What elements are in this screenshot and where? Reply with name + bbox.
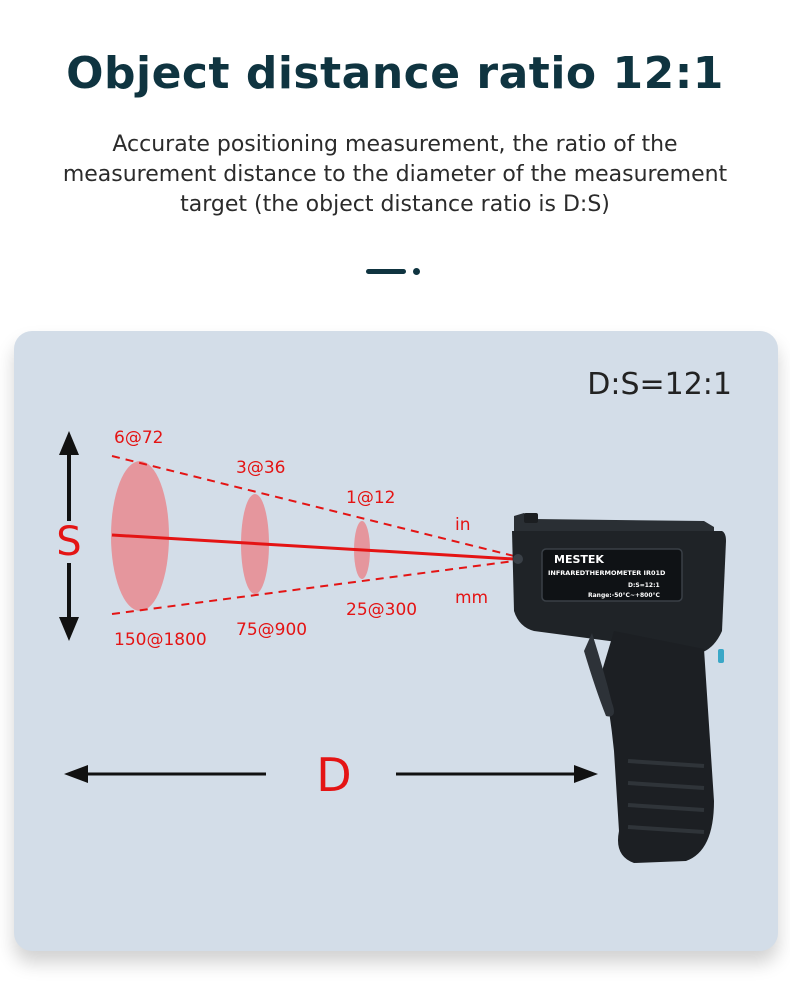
distance-ratio-diagram xyxy=(14,331,778,951)
page-subtitle: Accurate positioning measurement, the ratio of the measurement distance to the diameter of the measurement target (the object distance ratio is D:S) xyxy=(62,132,728,217)
thermometer-device xyxy=(512,513,726,863)
beam-upper-line xyxy=(112,456,514,556)
device-ds-label: D:S=12:1 xyxy=(628,582,660,589)
divider-bar xyxy=(366,269,406,274)
section-divider xyxy=(366,266,426,276)
spot-label-mm-2: 75@900 xyxy=(236,620,308,640)
d-label: D xyxy=(316,748,352,802)
device-model-line: INFRAREDTHERMOMETER IR01D xyxy=(548,569,666,577)
spot-label-in-3: 1@12 xyxy=(346,488,396,508)
beam-lower-line xyxy=(112,561,514,614)
spot-label-in-2: 3@36 xyxy=(236,458,286,478)
unit-mm-label: mm xyxy=(455,588,489,608)
divider-dot xyxy=(413,268,420,275)
spot-label-mm-1: 150@1800 xyxy=(114,630,207,650)
device-brand: MESTEK xyxy=(554,553,604,566)
device-range-label: Range:-50°C~+800°C xyxy=(588,592,660,599)
ratio-label: D:S=12:1 xyxy=(587,367,732,402)
unit-in-label: in xyxy=(455,515,471,535)
s-label: S xyxy=(56,519,82,565)
beam-center-line xyxy=(112,535,514,559)
spot-label-in-1: 6@72 xyxy=(114,428,164,448)
page-title: Object distance ratio 12:1 xyxy=(66,48,724,99)
diagram-panel xyxy=(14,331,778,951)
spot-label-mm-3: 25@300 xyxy=(346,600,418,620)
